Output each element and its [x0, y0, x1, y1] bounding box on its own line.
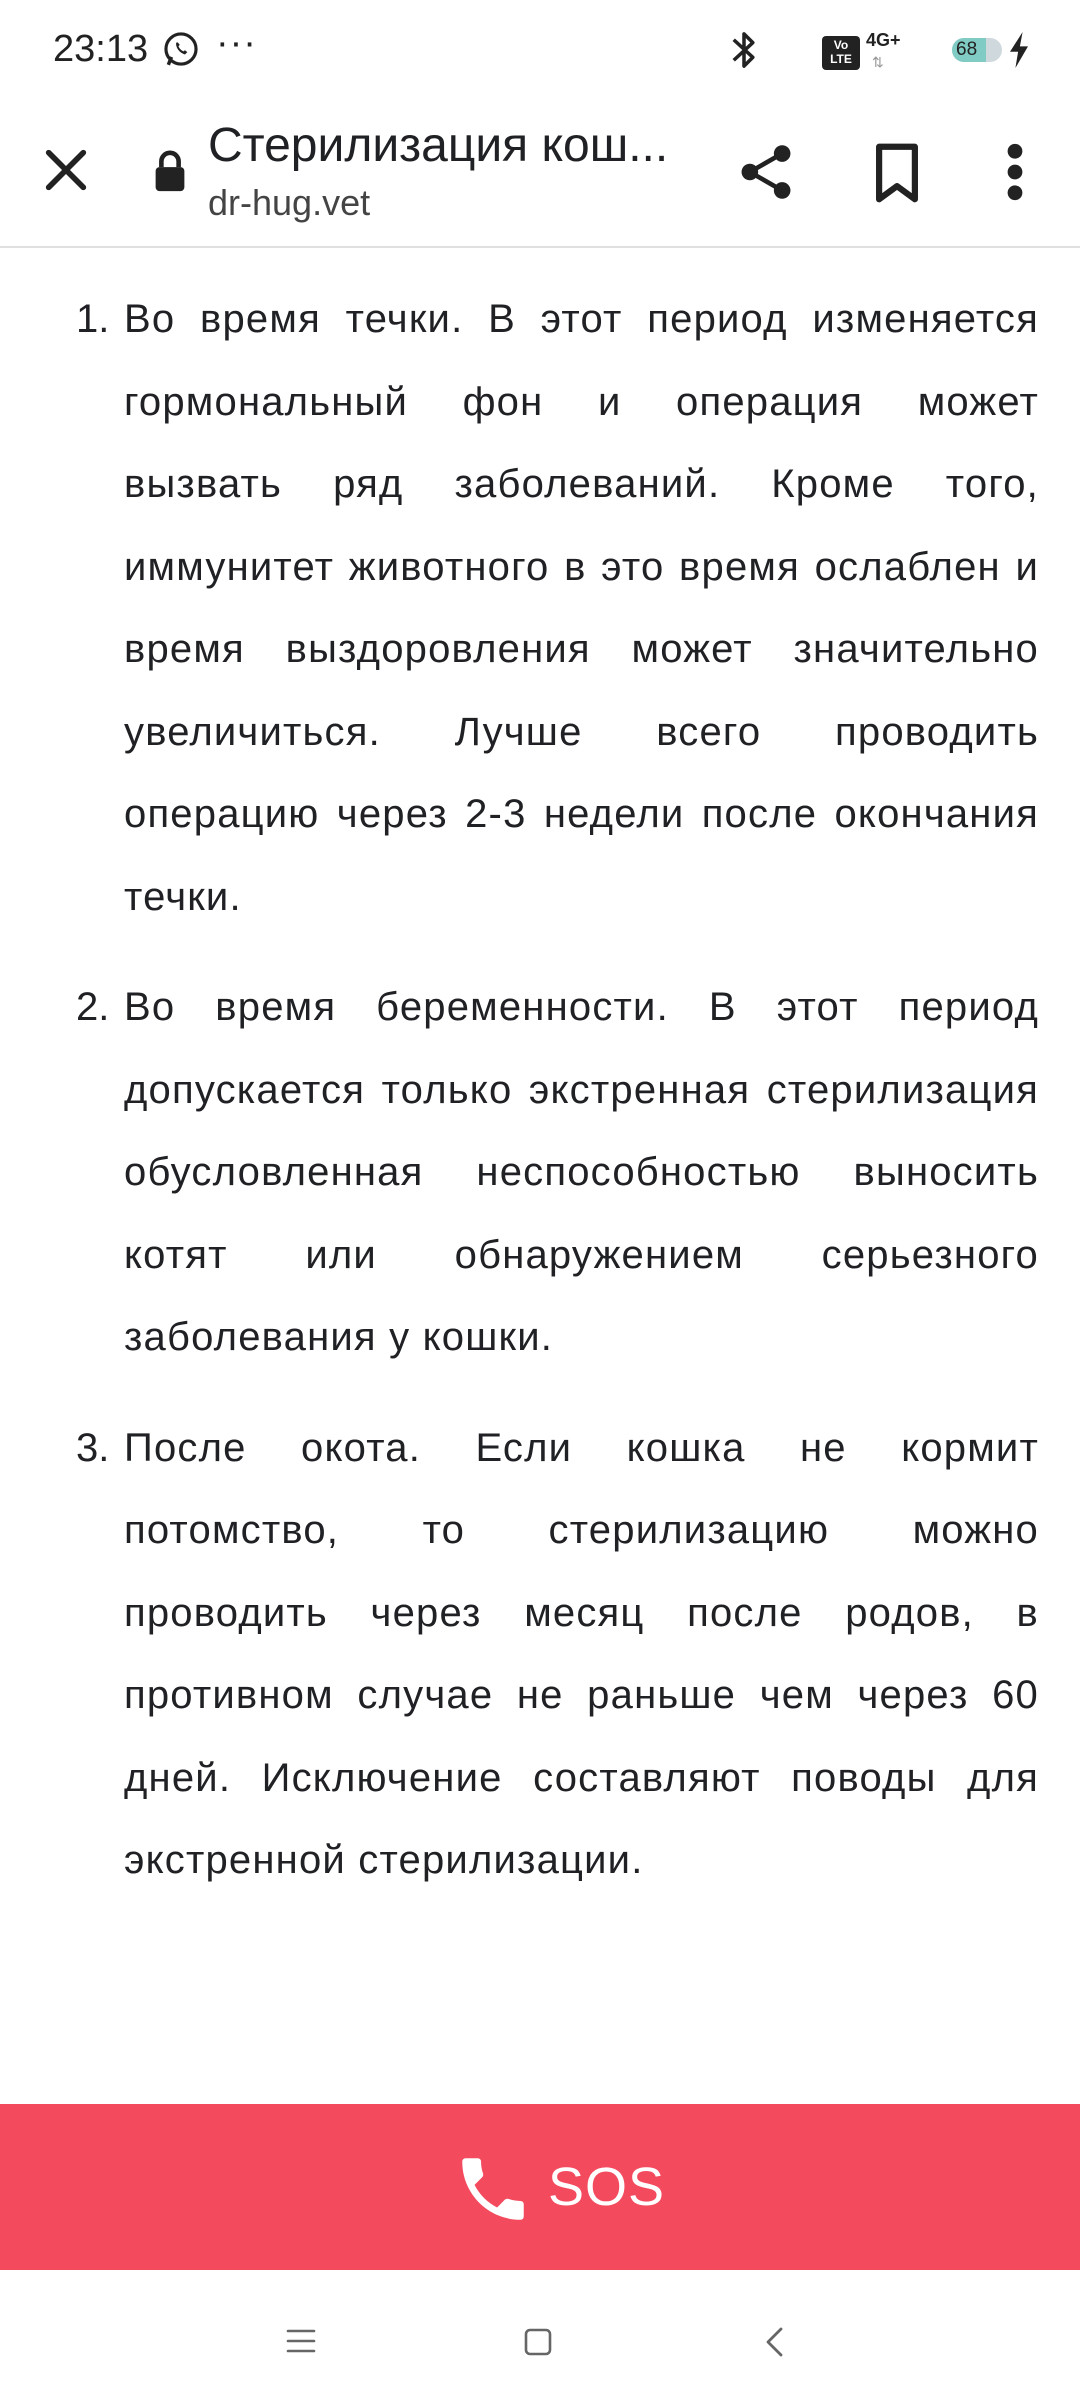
- status-time: 23:13: [53, 28, 149, 70]
- list-item-number: 2.: [76, 985, 110, 1029]
- bluetooth-icon: [726, 28, 762, 72]
- page-url[interactable]: dr-hug.vet: [208, 182, 371, 223]
- list-item-number: 3.: [76, 1425, 110, 1470]
- list-item: [0, 278, 1080, 938]
- back-icon[interactable]: [764, 2326, 784, 2358]
- list-item-number: 1.: [76, 297, 110, 341]
- share-icon[interactable]: [738, 142, 794, 202]
- volte-icon: Vo LTE: [822, 36, 860, 70]
- list-item: [0, 1407, 1080, 1902]
- browser-toolbar: [0, 100, 1080, 248]
- battery-icon: [952, 38, 1002, 62]
- bookmark-icon[interactable]: [873, 142, 921, 204]
- list-item-text: Во время течки. В этот период изменяется гормональный фон и операция может вызвать ряд заболеваний. Кроме того, иммунитет животного в это время ослаблен и время выздоровления может значительно увеличиться. Лучше всего проводить операцию через 2-3 недели после окончания течки.: [124, 297, 1039, 919]
- page-title[interactable]: Стерилизация кош...: [208, 119, 669, 172]
- charging-icon: [1008, 32, 1030, 68]
- phone-icon: [452, 2148, 534, 2230]
- close-icon[interactable]: [40, 144, 92, 196]
- article-content: [0, 248, 1080, 2104]
- lock-icon[interactable]: [152, 148, 188, 194]
- list-item-text: Во время беременности. В этот период допускается только экстренная стерилизация обусловленная неспособностью выносить котят или обнаружением серьезного заболевания у кошки.: [124, 985, 1039, 1359]
- home-icon[interactable]: [524, 2328, 552, 2356]
- numbered-list: [0, 278, 1080, 1930]
- whatsapp-icon: [162, 30, 200, 68]
- recents-menu-icon[interactable]: [286, 2328, 316, 2354]
- sos-button[interactable]: [0, 2104, 1080, 2270]
- network-type: 4G+: [866, 30, 901, 50]
- battery-percent: 68: [956, 39, 978, 60]
- status-overflow-dots: ···: [216, 22, 257, 64]
- list-item: [0, 966, 1080, 1379]
- system-nav-bar: [0, 2270, 1080, 2400]
- list-item-text: После окота. Если кошка не кормит потомство, то стерилизацию можно проводить через месяц после родов, в противном случае не раньше чем через 60 дней. Исключение составляют поводы для экстренной стерилизации.: [124, 1425, 1039, 1882]
- sos-label: SOS: [548, 2157, 666, 2217]
- status-bar: [0, 0, 1080, 100]
- more-vert-icon[interactable]: [1003, 142, 1027, 202]
- network-activity-icon: ⇅: [872, 54, 884, 70]
